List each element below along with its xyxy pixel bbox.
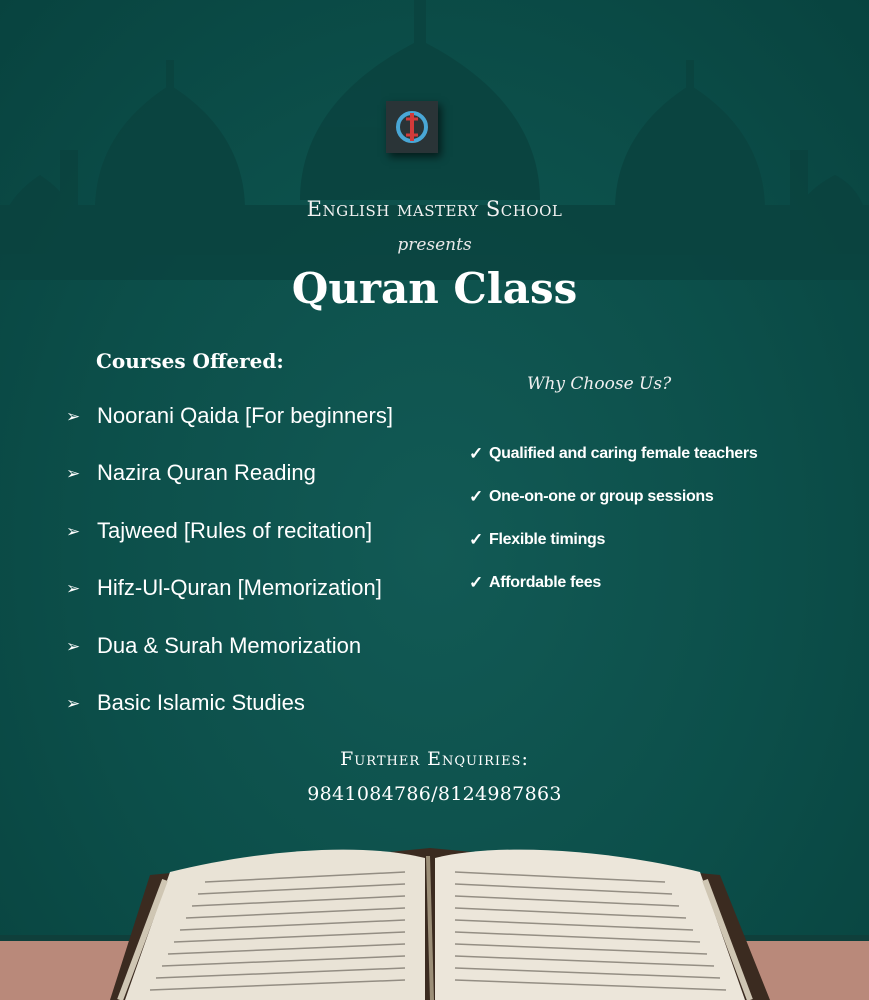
course-label: Hifz-Ul-Quran [Memorization] [97, 575, 382, 601]
arrow-bullet-icon: ➢ [66, 579, 81, 599]
course-item [66, 514, 393, 571]
course-label: Dua & Surah Memorization [97, 632, 362, 658]
why-item [469, 475, 757, 518]
why-label: Affordable fees [489, 573, 601, 591]
course-label: Noorani Qaida [For beginners] [97, 403, 393, 428]
course-item [66, 399, 393, 456]
why-label: One-on-one or group sessions [489, 487, 714, 505]
page-title: Quran Class [291, 264, 578, 313]
check-icon: ✓ [469, 529, 483, 549]
course-item [66, 686, 393, 743]
why-choose-heading: Why Choose Us? [527, 374, 672, 394]
course-label: Basic Islamic Studies [97, 689, 305, 715]
check-icon: ✓ [469, 486, 483, 506]
course-label: Nazira Quran Reading [97, 460, 316, 486]
course-item [66, 571, 393, 628]
enquiries-phone: 9841084786/8124987863 [307, 783, 562, 805]
why-item [469, 561, 757, 604]
courses-heading: Courses Offered: [96, 349, 284, 373]
why-choose-list [469, 432, 757, 604]
school-logo-icon [386, 101, 438, 153]
course-list [66, 399, 393, 743]
why-item [469, 432, 757, 475]
arrow-bullet-icon: ➢ [66, 464, 81, 484]
check-icon: ✓ [469, 443, 483, 463]
open-book-image [0, 820, 869, 1000]
arrow-bullet-icon: ➢ [66, 693, 81, 713]
arrow-bullet-icon: ➢ [66, 407, 81, 426]
presents-text: presents [397, 235, 472, 255]
course-item [66, 456, 393, 513]
check-icon: ✓ [469, 572, 483, 592]
course-item [66, 629, 393, 686]
why-label: Qualified and caring female teachers [489, 444, 758, 462]
arrow-bullet-icon: ➢ [66, 636, 81, 656]
school-name: English mastery School [306, 197, 563, 221]
arrow-bullet-icon: ➢ [66, 521, 81, 541]
enquiries-label: Further Enquiries: [340, 748, 529, 770]
why-item [469, 518, 757, 561]
course-label: Tajweed [Rules of recitation] [97, 517, 373, 543]
why-label: Flexible timings [489, 530, 606, 548]
